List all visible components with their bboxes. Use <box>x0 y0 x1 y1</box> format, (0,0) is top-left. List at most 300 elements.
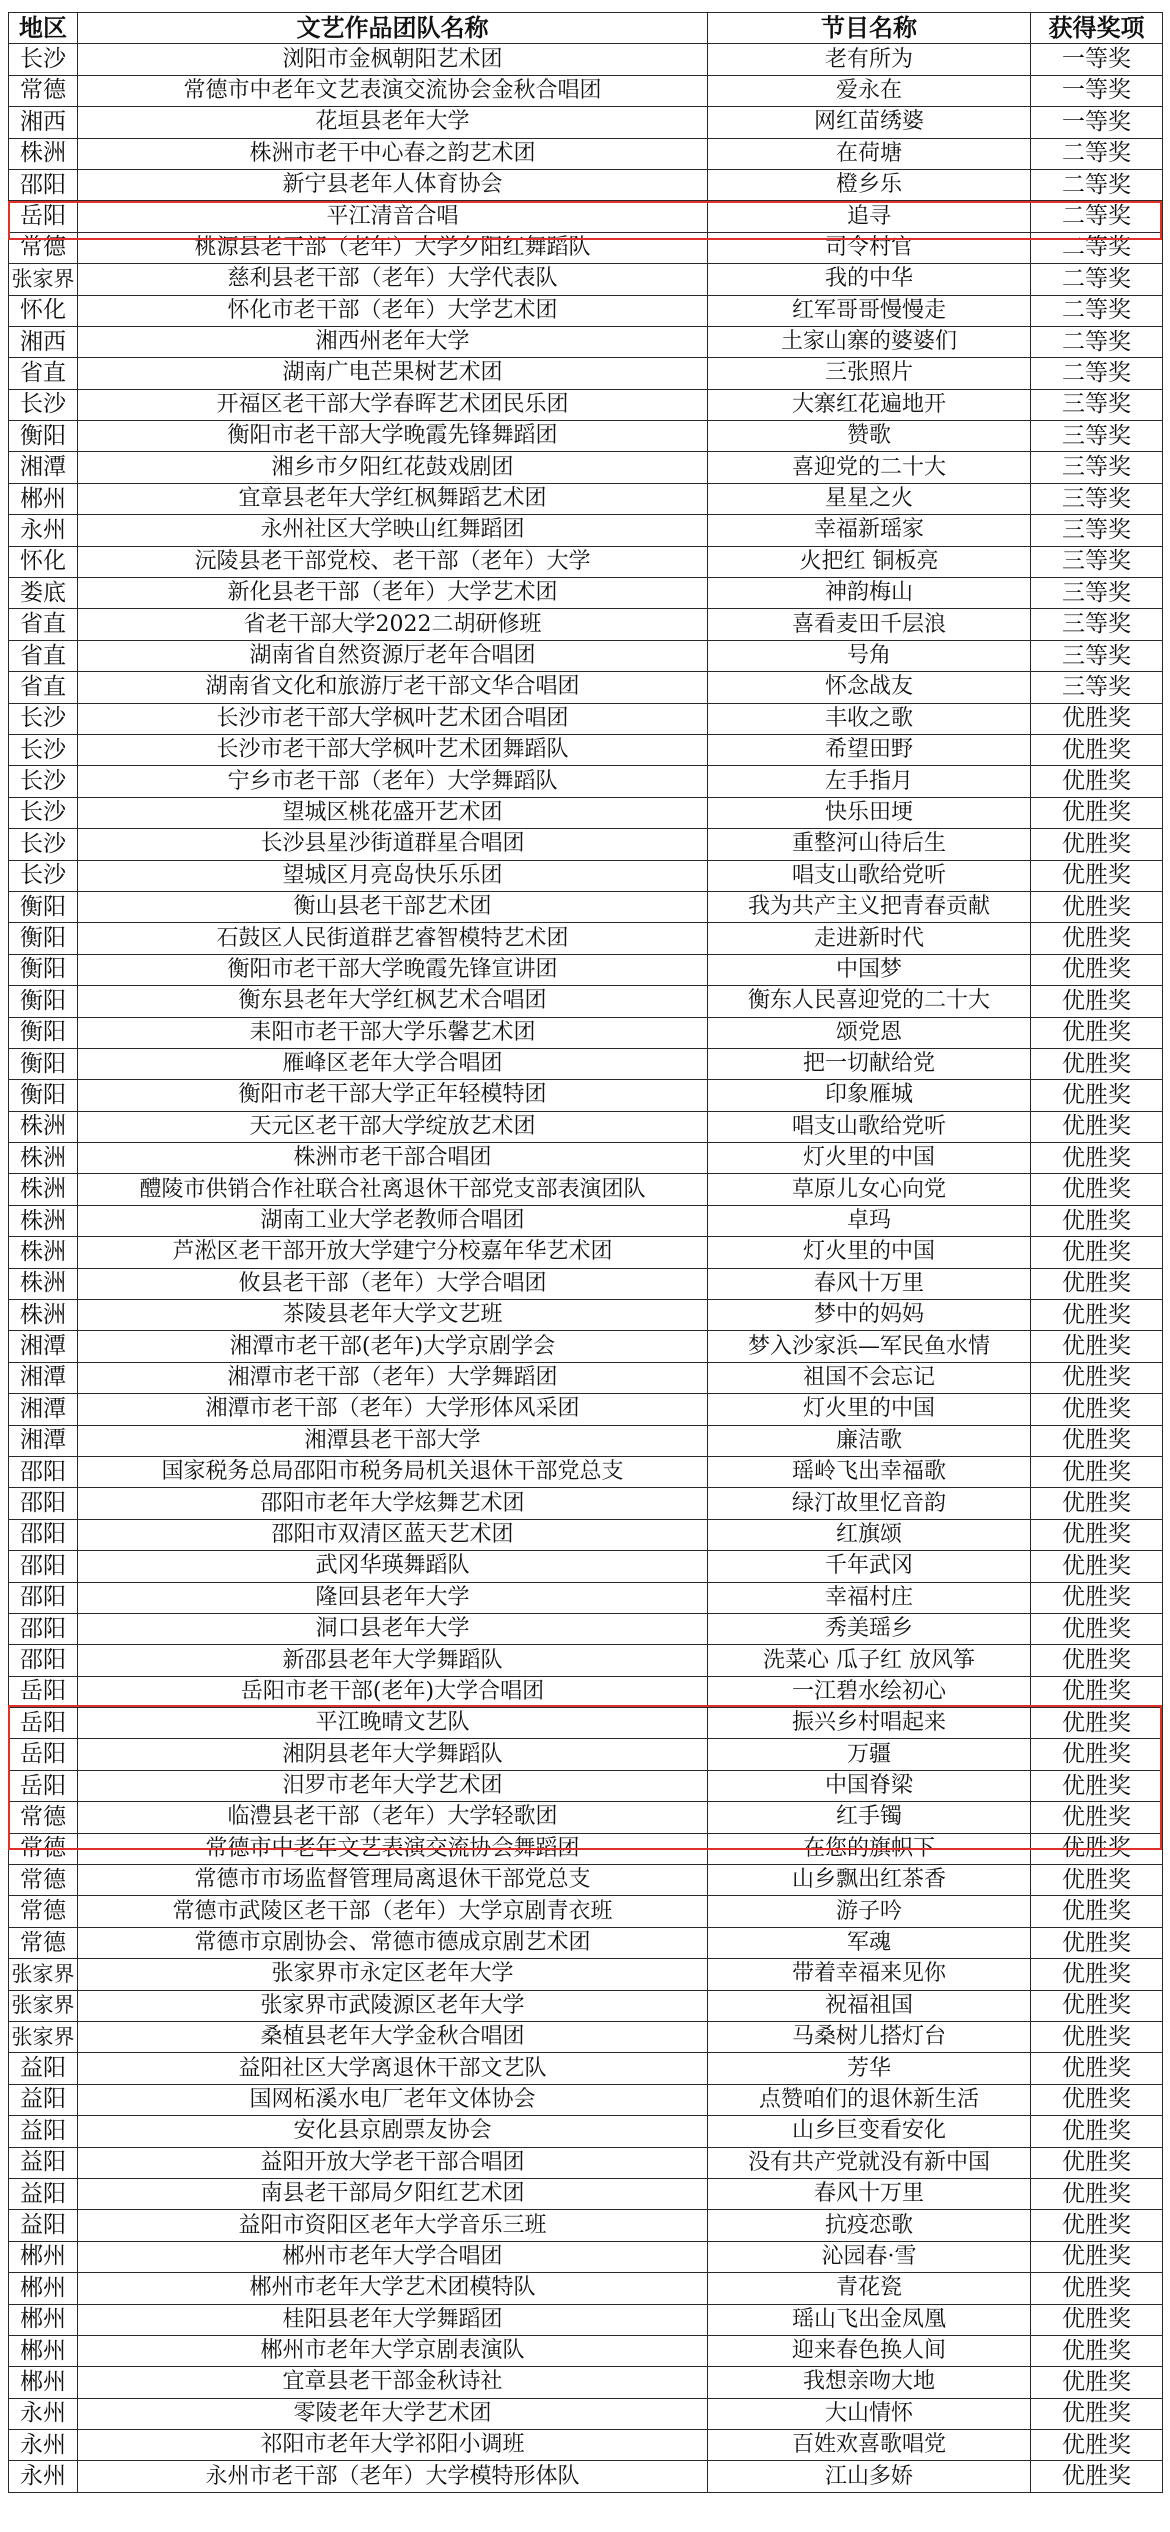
cell-region: 常德 <box>9 1865 78 1896</box>
cell-team: 武冈华瑛舞蹈队 <box>78 1551 708 1582</box>
table-row <box>9 2116 1163 2147</box>
cell-region: 郴州 <box>9 2241 78 2272</box>
table-row <box>9 169 1163 200</box>
cell-team: 郴州市老年大学京剧表演队 <box>78 2335 708 2366</box>
cell-region: 衡阳 <box>9 1048 78 1079</box>
table-row <box>9 1488 1163 1519</box>
cell-program: 灯火里的中国 <box>708 1394 1031 1425</box>
cell-program: 瑶岭飞出幸福歌 <box>708 1456 1031 1487</box>
cell-region: 湘潭 <box>9 1394 78 1425</box>
table-row <box>9 2461 1163 2492</box>
cell-program: 沁园春·雪 <box>708 2241 1031 2272</box>
cell-award: 优胜奖 <box>1031 2398 1163 2429</box>
cell-region: 永州 <box>9 2398 78 2429</box>
cell-region: 株洲 <box>9 1237 78 1268</box>
table-row <box>9 2335 1163 2366</box>
cell-program: 在您的旗帜下 <box>708 1833 1031 1864</box>
cell-team: 常德市中老年文艺表演交流协会舞蹈团 <box>78 1833 708 1864</box>
cell-program: 春风十万里 <box>708 1268 1031 1299</box>
cell-region: 株洲 <box>9 138 78 169</box>
table-row <box>9 766 1163 797</box>
table-row <box>9 2241 1163 2272</box>
table-row <box>9 703 1163 734</box>
cell-award: 三等奖 <box>1031 640 1163 671</box>
table-row <box>9 138 1163 169</box>
cell-region: 张家界 <box>9 264 78 295</box>
cell-team: 永州市老干部（老年）大学模特形体队 <box>78 2461 708 2492</box>
cell-award: 优胜奖 <box>1031 1990 1163 2021</box>
cell-region: 衡阳 <box>9 421 78 452</box>
cell-region: 常德 <box>9 1927 78 1958</box>
cell-region: 湘西 <box>9 107 78 138</box>
cell-program: 千年武冈 <box>708 1551 1031 1582</box>
cell-region: 长沙 <box>9 766 78 797</box>
cell-award: 优胜奖 <box>1031 1770 1163 1801</box>
cell-team: 湖南省文化和旅游厅老干部文华合唱团 <box>78 672 708 703</box>
cell-award: 优胜奖 <box>1031 829 1163 860</box>
cell-program: 左手指月 <box>708 766 1031 797</box>
table-row <box>9 1708 1163 1739</box>
cell-program: 梦中的妈妈 <box>708 1300 1031 1331</box>
cell-program: 百姓欢喜歌唱党 <box>708 2430 1031 2461</box>
cell-team: 长沙市老干部大学枫叶艺术团舞蹈队 <box>78 734 708 765</box>
cell-award: 一等奖 <box>1031 44 1163 75</box>
cell-award: 优胜奖 <box>1031 1896 1163 1927</box>
table-row <box>9 954 1163 985</box>
cell-program: 衡东人民喜迎党的二十大 <box>708 986 1031 1017</box>
table-row <box>9 1770 1163 1801</box>
cell-program: 春风十万里 <box>708 2178 1031 2209</box>
table-row <box>9 2084 1163 2115</box>
cell-team: 耒阳市老干部大学乐馨艺术团 <box>78 1017 708 1048</box>
cell-program: 我想亲吻大地 <box>708 2367 1031 2398</box>
cell-program: 幸福村庄 <box>708 1582 1031 1613</box>
header-award: 获得奖项 <box>1031 13 1163 44</box>
header-program: 节目名称 <box>708 13 1031 44</box>
cell-team: 株洲市老干中心春之韵艺术团 <box>78 138 708 169</box>
table-row <box>9 1080 1163 1111</box>
table-row <box>9 2398 1163 2429</box>
cell-team: 平江清音合唱 <box>78 201 708 232</box>
cell-award: 优胜奖 <box>1031 1802 1163 1833</box>
cell-program: 军魂 <box>708 1927 1031 1958</box>
cell-team: 安化县京剧票友协会 <box>78 2116 708 2147</box>
cell-region: 株洲 <box>9 1205 78 1236</box>
award-table <box>8 12 1163 2493</box>
cell-region: 衡阳 <box>9 954 78 985</box>
cell-team: 湘西州老年大学 <box>78 326 708 357</box>
cell-award: 优胜奖 <box>1031 2461 1163 2492</box>
cell-team: 郴州市老年大学艺术团模特队 <box>78 2273 708 2304</box>
cell-region: 岳阳 <box>9 1739 78 1770</box>
table-row <box>9 201 1163 232</box>
cell-award: 优胜奖 <box>1031 923 1163 954</box>
cell-region: 益阳 <box>9 2147 78 2178</box>
cell-award: 优胜奖 <box>1031 2022 1163 2053</box>
header-row <box>9 13 1163 44</box>
cell-team: 湘潭市老干部（老年）大学舞蹈团 <box>78 1362 708 1393</box>
table-row <box>9 2304 1163 2335</box>
cell-award: 二等奖 <box>1031 295 1163 326</box>
cell-program: 我的中华 <box>708 264 1031 295</box>
cell-award: 优胜奖 <box>1031 1174 1163 1205</box>
cell-program: 中国脊梁 <box>708 1770 1031 1801</box>
table-row <box>9 1425 1163 1456</box>
cell-region: 省直 <box>9 672 78 703</box>
table-row <box>9 1990 1163 2021</box>
cell-region: 邵阳 <box>9 1582 78 1613</box>
cell-award: 二等奖 <box>1031 232 1163 263</box>
table-row <box>9 1645 1163 1676</box>
cell-region: 娄底 <box>9 578 78 609</box>
cell-program: 网红苗绣婆 <box>708 107 1031 138</box>
cell-program: 唱支山歌给党听 <box>708 1111 1031 1142</box>
table-row <box>9 1205 1163 1236</box>
cell-award: 优胜奖 <box>1031 1048 1163 1079</box>
table-row <box>9 1865 1163 1896</box>
cell-region: 衡阳 <box>9 1017 78 1048</box>
cell-team: 益阳开放大学老干部合唱团 <box>78 2147 708 2178</box>
cell-program: 唱支山歌给党听 <box>708 860 1031 891</box>
cell-award: 优胜奖 <box>1031 2304 1163 2335</box>
cell-team: 张家界市永定区老年大学 <box>78 1959 708 1990</box>
cell-region: 常德 <box>9 232 78 263</box>
cell-team: 天元区老干部大学绽放艺术团 <box>78 1111 708 1142</box>
table-row <box>9 2367 1163 2398</box>
cell-award: 优胜奖 <box>1031 1017 1163 1048</box>
cell-region: 怀化 <box>9 546 78 577</box>
table-row <box>9 75 1163 106</box>
cell-region: 邵阳 <box>9 1519 78 1550</box>
table-row <box>9 734 1163 765</box>
cell-award: 三等奖 <box>1031 578 1163 609</box>
cell-award: 二等奖 <box>1031 358 1163 389</box>
cell-region: 邵阳 <box>9 1488 78 1519</box>
cell-program: 号角 <box>708 640 1031 671</box>
cell-program: 我为共产主义把青春贡献 <box>708 891 1031 922</box>
cell-region: 永州 <box>9 2430 78 2461</box>
cell-program: 草原儿女心向党 <box>708 1174 1031 1205</box>
cell-team: 宜章县老干部金秋诗社 <box>78 2367 708 2398</box>
cell-team: 零陵老年大学艺术团 <box>78 2398 708 2429</box>
cell-team: 开福区老干部大学春晖艺术团民乐团 <box>78 389 708 420</box>
cell-team: 望城区桃花盛开艺术团 <box>78 797 708 828</box>
cell-team: 湘阴县老年大学舞蹈队 <box>78 1739 708 1770</box>
table-row <box>9 1959 1163 1990</box>
cell-award: 优胜奖 <box>1031 1865 1163 1896</box>
cell-region: 株洲 <box>9 1174 78 1205</box>
cell-award: 三等奖 <box>1031 483 1163 514</box>
cell-region: 省直 <box>9 358 78 389</box>
cell-award: 优胜奖 <box>1031 797 1163 828</box>
cell-award: 优胜奖 <box>1031 1927 1163 1958</box>
cell-program: 中国梦 <box>708 954 1031 985</box>
cell-region: 郴州 <box>9 2367 78 2398</box>
table-row <box>9 1268 1163 1299</box>
table-row <box>9 1802 1163 1833</box>
cell-region: 岳阳 <box>9 1770 78 1801</box>
cell-region: 岳阳 <box>9 201 78 232</box>
cell-region: 长沙 <box>9 797 78 828</box>
cell-team: 湘潭市老干部(老年)大学京剧学会 <box>78 1331 708 1362</box>
cell-region: 长沙 <box>9 860 78 891</box>
cell-team: 长沙市老干部大学枫叶艺术团合唱团 <box>78 703 708 734</box>
cell-award: 优胜奖 <box>1031 1456 1163 1487</box>
cell-region: 湘潭 <box>9 452 78 483</box>
table-row <box>9 1613 1163 1644</box>
cell-region: 株洲 <box>9 1143 78 1174</box>
table-row <box>9 986 1163 1017</box>
cell-team: 隆回县老年大学 <box>78 1582 708 1613</box>
cell-region: 益阳 <box>9 2053 78 2084</box>
cell-region: 益阳 <box>9 2210 78 2241</box>
cell-award: 优胜奖 <box>1031 734 1163 765</box>
cell-program: 灯火里的中国 <box>708 1143 1031 1174</box>
cell-award: 二等奖 <box>1031 169 1163 200</box>
cell-region: 邵阳 <box>9 1456 78 1487</box>
cell-program: 大寨红花遍地开 <box>708 389 1031 420</box>
cell-program: 老有所为 <box>708 44 1031 75</box>
cell-award: 优胜奖 <box>1031 954 1163 985</box>
cell-region: 郴州 <box>9 2335 78 2366</box>
cell-award: 优胜奖 <box>1031 1237 1163 1268</box>
table-row <box>9 326 1163 357</box>
cell-award: 优胜奖 <box>1031 1833 1163 1864</box>
cell-program: 祖国不会忘记 <box>708 1362 1031 1393</box>
cell-region: 永州 <box>9 515 78 546</box>
cell-team: 衡阳市老干部大学晚霞先锋宣讲团 <box>78 954 708 985</box>
cell-program: 梦入沙家浜—军民鱼水情 <box>708 1331 1031 1362</box>
cell-program: 点赞咱们的退休新生活 <box>708 2084 1031 2115</box>
cell-award: 优胜奖 <box>1031 1080 1163 1111</box>
award-list-sheet <box>8 12 1162 2493</box>
cell-award: 一等奖 <box>1031 75 1163 106</box>
cell-award: 优胜奖 <box>1031 1143 1163 1174</box>
cell-award: 三等奖 <box>1031 515 1163 546</box>
cell-program: 万疆 <box>708 1739 1031 1770</box>
cell-region: 长沙 <box>9 389 78 420</box>
cell-region: 常德 <box>9 1833 78 1864</box>
table-row <box>9 107 1163 138</box>
cell-team: 郴州市老年大学合唱团 <box>78 2241 708 2272</box>
cell-program: 带着幸福来见你 <box>708 1959 1031 1990</box>
cell-program: 一江碧水绘初心 <box>708 1676 1031 1707</box>
cell-team: 望城区月亮岛快乐乐团 <box>78 860 708 891</box>
table-row <box>9 44 1163 75</box>
cell-region: 张家界 <box>9 1990 78 2021</box>
cell-award: 优胜奖 <box>1031 1394 1163 1425</box>
cell-award: 优胜奖 <box>1031 766 1163 797</box>
cell-team: 益阳市资阳区老年大学音乐三班 <box>78 2210 708 2241</box>
table-row <box>9 1143 1163 1174</box>
cell-team: 洞口县老年大学 <box>78 1613 708 1644</box>
table-row <box>9 515 1163 546</box>
cell-award: 优胜奖 <box>1031 1519 1163 1550</box>
cell-team: 衡阳市老干部大学正年轻模特团 <box>78 1080 708 1111</box>
cell-program: 丰收之歌 <box>708 703 1031 734</box>
cell-region: 湘潭 <box>9 1362 78 1393</box>
cell-award: 优胜奖 <box>1031 2147 1163 2178</box>
cell-award: 优胜奖 <box>1031 1300 1163 1331</box>
table-row <box>9 1174 1163 1205</box>
table-row <box>9 2053 1163 2084</box>
cell-program: 红旗颂 <box>708 1519 1031 1550</box>
cell-program: 振兴乡村唱起来 <box>708 1708 1031 1739</box>
cell-award: 二等奖 <box>1031 264 1163 295</box>
cell-region: 湘潭 <box>9 1331 78 1362</box>
cell-region: 益阳 <box>9 2116 78 2147</box>
cell-team: 湖南工业大学老教师合唱团 <box>78 1205 708 1236</box>
cell-team: 茶陵县老年大学文艺班 <box>78 1300 708 1331</box>
cell-team: 常德市市场监督管理局离退休干部党总支 <box>78 1865 708 1896</box>
cell-program: 山乡飘出红茶香 <box>708 1865 1031 1896</box>
cell-program: 在荷塘 <box>708 138 1031 169</box>
table-row <box>9 1519 1163 1550</box>
cell-award: 优胜奖 <box>1031 1739 1163 1770</box>
cell-team: 平江晚晴文艺队 <box>78 1708 708 1739</box>
cell-program: 青花瓷 <box>708 2273 1031 2304</box>
cell-region: 长沙 <box>9 703 78 734</box>
cell-region: 邵阳 <box>9 1645 78 1676</box>
cell-award: 二等奖 <box>1031 201 1163 232</box>
cell-region: 岳阳 <box>9 1708 78 1739</box>
cell-program: 瑶山飞出金凤凰 <box>708 2304 1031 2335</box>
cell-program: 橙乡乐 <box>708 169 1031 200</box>
cell-team: 桂阳县老年大学舞蹈团 <box>78 2304 708 2335</box>
table-row <box>9 829 1163 860</box>
cell-program: 秀美瑶乡 <box>708 1613 1031 1644</box>
cell-region: 郴州 <box>9 2304 78 2335</box>
cell-award: 优胜奖 <box>1031 2084 1163 2115</box>
cell-program: 火把红 铜板亮 <box>708 546 1031 577</box>
cell-program: 游子吟 <box>708 1896 1031 1927</box>
table-row <box>9 421 1163 452</box>
cell-team: 南县老干部局夕阳红艺术团 <box>78 2178 708 2209</box>
cell-region: 衡阳 <box>9 891 78 922</box>
cell-program: 喜迎党的二十大 <box>708 452 1031 483</box>
table-row <box>9 2178 1163 2209</box>
cell-program: 怀念战友 <box>708 672 1031 703</box>
table-row <box>9 232 1163 263</box>
cell-award: 优胜奖 <box>1031 2241 1163 2272</box>
table-row <box>9 1456 1163 1487</box>
cell-region: 省直 <box>9 609 78 640</box>
cell-team: 醴陵市供销合作社联合社离退休干部党支部表演团队 <box>78 1174 708 1205</box>
header-team: 文艺作品团队名称 <box>78 13 708 44</box>
cell-region: 长沙 <box>9 734 78 765</box>
cell-team: 祁阳市老年大学祁阳小调班 <box>78 2430 708 2461</box>
cell-program: 土家山寨的婆婆们 <box>708 326 1031 357</box>
table-body <box>9 44 1163 2492</box>
cell-award: 优胜奖 <box>1031 1959 1163 1990</box>
table-row <box>9 2022 1163 2053</box>
table-row <box>9 1896 1163 1927</box>
header-region: 地区 <box>9 13 78 44</box>
cell-region: 郴州 <box>9 483 78 514</box>
cell-award: 二等奖 <box>1031 326 1163 357</box>
cell-team: 浏阳市金枫朝阳艺术团 <box>78 44 708 75</box>
cell-team: 长沙县星沙街道群星合唱团 <box>78 829 708 860</box>
cell-team: 株洲市老干部合唱团 <box>78 1143 708 1174</box>
cell-team: 新宁县老年人体育协会 <box>78 169 708 200</box>
table-row <box>9 1331 1163 1362</box>
cell-award: 优胜奖 <box>1031 1645 1163 1676</box>
table-row <box>9 1111 1163 1142</box>
table-row <box>9 891 1163 922</box>
table-row <box>9 1362 1163 1393</box>
table-row <box>9 1300 1163 1331</box>
cell-award: 优胜奖 <box>1031 2053 1163 2084</box>
cell-award: 优胜奖 <box>1031 2273 1163 2304</box>
table-row <box>9 1739 1163 1770</box>
cell-team: 岳阳市老干部(老年)大学合唱团 <box>78 1676 708 1707</box>
cell-team: 慈利县老干部（老年）大学代表队 <box>78 264 708 295</box>
table-row <box>9 264 1163 295</box>
cell-team: 省老干部大学2022二胡研修班 <box>78 609 708 640</box>
cell-award: 优胜奖 <box>1031 1425 1163 1456</box>
cell-region: 岳阳 <box>9 1676 78 1707</box>
cell-team: 湘乡市夕阳红花鼓戏剧团 <box>78 452 708 483</box>
table-row <box>9 483 1163 514</box>
cell-award: 优胜奖 <box>1031 1676 1163 1707</box>
cell-region: 湘潭 <box>9 1425 78 1456</box>
cell-region: 永州 <box>9 2461 78 2492</box>
cell-program: 红军哥哥慢慢走 <box>708 295 1031 326</box>
cell-program: 快乐田埂 <box>708 797 1031 828</box>
table-row <box>9 2147 1163 2178</box>
cell-award: 优胜奖 <box>1031 1362 1163 1393</box>
table-row <box>9 1237 1163 1268</box>
cell-region: 益阳 <box>9 2178 78 2209</box>
cell-region: 衡阳 <box>9 923 78 954</box>
cell-region: 郴州 <box>9 2273 78 2304</box>
cell-program: 司令村官 <box>708 232 1031 263</box>
cell-program: 大山情怀 <box>708 2398 1031 2429</box>
cell-region: 株洲 <box>9 1111 78 1142</box>
cell-award: 二等奖 <box>1031 138 1163 169</box>
cell-program: 颂党恩 <box>708 1017 1031 1048</box>
table-row <box>9 2430 1163 2461</box>
cell-team: 湖南省自然资源厅老年合唱团 <box>78 640 708 671</box>
cell-team: 新邵县老年大学舞蹈队 <box>78 1645 708 1676</box>
table-row <box>9 923 1163 954</box>
table-row <box>9 640 1163 671</box>
cell-award: 优胜奖 <box>1031 2367 1163 2398</box>
cell-team: 桑植县老年大学金秋合唱团 <box>78 2022 708 2053</box>
cell-team: 衡阳市老干部大学晚霞先锋舞蹈团 <box>78 421 708 452</box>
cell-region: 湘西 <box>9 326 78 357</box>
cell-award: 优胜奖 <box>1031 986 1163 1017</box>
cell-award: 优胜奖 <box>1031 891 1163 922</box>
cell-team: 永州社区大学映山红舞蹈团 <box>78 515 708 546</box>
cell-award: 优胜奖 <box>1031 1205 1163 1236</box>
cell-team: 常德市武陵区老干部（老年）大学京剧青衣班 <box>78 1896 708 1927</box>
cell-region: 常德 <box>9 1802 78 1833</box>
cell-team: 花垣县老年大学 <box>78 107 708 138</box>
cell-team: 国家税务总局邵阳市税务局机关退休干部党总支 <box>78 1456 708 1487</box>
cell-program: 把一切献给党 <box>708 1048 1031 1079</box>
cell-region: 衡阳 <box>9 986 78 1017</box>
cell-team: 桃源县老干部（老年）大学夕阳红舞蹈队 <box>78 232 708 263</box>
cell-program: 三张照片 <box>708 358 1031 389</box>
cell-team: 益阳社区大学离退休干部文艺队 <box>78 2053 708 2084</box>
table-row <box>9 1676 1163 1707</box>
cell-award: 优胜奖 <box>1031 1708 1163 1739</box>
cell-team: 沅陵县老干部党校、老干部（老年）大学 <box>78 546 708 577</box>
cell-program: 红手镯 <box>708 1802 1031 1833</box>
cell-team: 攸县老干部（老年）大学合唱团 <box>78 1268 708 1299</box>
cell-team: 宜章县老年大学红枫舞蹈艺术团 <box>78 483 708 514</box>
